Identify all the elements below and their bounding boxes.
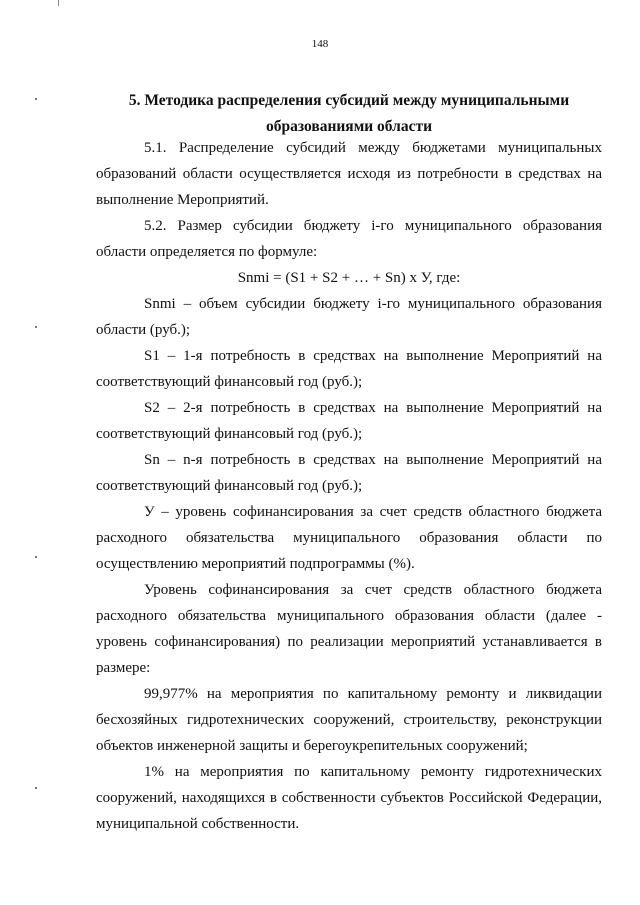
definition-snmi: Snmi – объем субсидии бюджету i-го муниципального образования области (руб.); (96, 296, 602, 338)
document-body (96, 135, 602, 837)
page-number: 148 (311, 38, 329, 50)
rate-1: 1% на мероприятия по капитальному ремонту гидротехнических сооружений, находящихся в собственности субъектов Российской Федерации, муниципальной собственности. (96, 764, 602, 832)
scan-mark (35, 326, 37, 328)
scan-mark (35, 98, 37, 100)
scan-mark (35, 556, 37, 558)
scan-mark (35, 787, 37, 789)
definition-s2: S2 – 2-я потребность в средствах на выполнение Мероприятий на соответствующий финансовый год (руб.); (96, 400, 602, 442)
paragraph-5-2: 5.2. Размер субсидии бюджету i-го муниципального образования области определяется по формуле: (96, 218, 602, 260)
scan-mark (58, 0, 59, 6)
rate-99-977: 99,977% на мероприятия по капитальному ремонту и ликвидации бесхозяйных гидротехнических сооружений, строительству, реконструкции объектов инженерной защиты и берегоукрепительных сооружений; (96, 686, 602, 754)
section-title: 5. Методика распределения субсидий между муниципальными образованиями области (128, 92, 570, 135)
paragraph-5-1: 5.1. Распределение субсидий между бюджетами муниципальных образований области осуществляется исходя из потребности в средствах на выполнение Мероприятий. (96, 140, 602, 208)
definition-u: У – уровень софинансирования за счет средств областного бюджета расходного обязательства муниципального образования области по осуществлению мероприятий подпрограммы (%). (96, 504, 602, 572)
cofinancing-level: Уровень софинансирования за счет средств областного бюджета расходного обязательства муниципального образования области (далее - уровень софинансирования) по реализации мероприятий устанавливается в размере: (96, 582, 602, 676)
definition-sn: Sn – n-я потребность в средствах на выполнение Мероприятий на соответствующий финансовый год (руб.); (96, 452, 602, 494)
definition-s1: S1 – 1-я потребность в средствах на выполнение Мероприятий на соответствующий финансовый год (руб.); (96, 348, 602, 390)
formula: Snmi = (S1 + S2 + … + Sn) x У, где: (237, 270, 461, 286)
